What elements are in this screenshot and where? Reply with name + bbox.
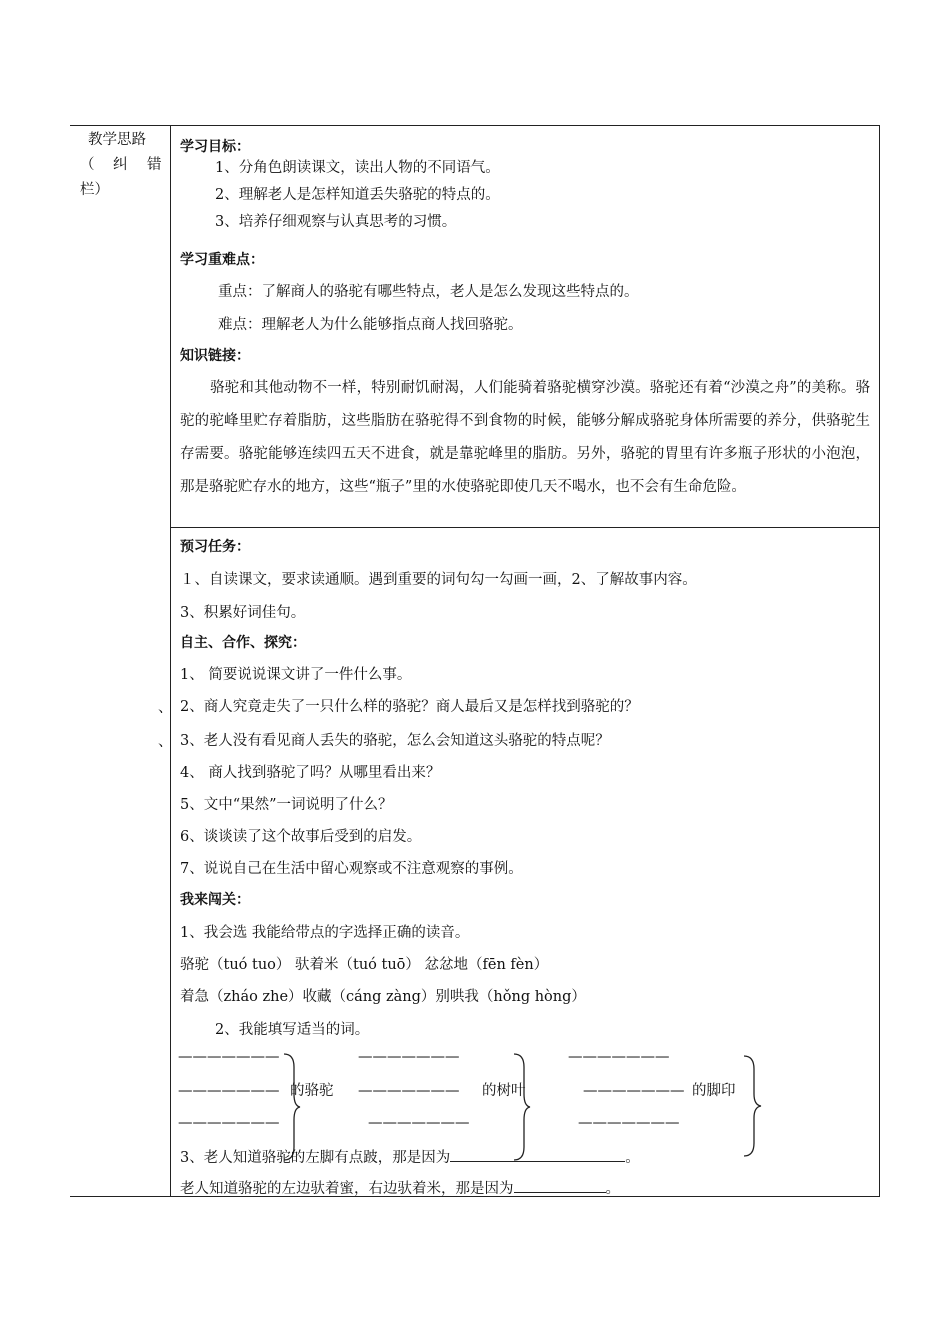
answer-blank-b[interactable] — [514, 1177, 606, 1193]
table-top-border — [70, 125, 880, 126]
answer-blank-a[interactable] — [450, 1146, 625, 1162]
side-mark-2: 、 — [158, 734, 173, 750]
goals-title: 学习目标： — [180, 139, 250, 155]
side-label-line1: 教学思路 — [88, 132, 146, 148]
question-item: 1、 简要说说课文讲了一件什么事。 — [180, 667, 412, 683]
word-leaf: 的树叶 — [482, 1083, 526, 1099]
question-item: 3、老人没有看见商人丢失的骆驼，怎么会知道这头骆驼的特点呢？ — [180, 733, 610, 749]
blank-dash[interactable]: ——————— — [568, 1049, 670, 1065]
task-3-question-a-text: 3、老人知道骆驼的左脚有点跛，那是因为 — [180, 1150, 451, 1166]
side-label-line2c: 错 — [147, 157, 162, 173]
side-label-line3: 栏） — [80, 182, 109, 198]
goal-item: 3、培养仔细观察与认真思考的习惯。 — [215, 214, 457, 230]
explore-title: 自主、合作、探究： — [180, 635, 306, 651]
blank-dash[interactable]: ——————— — [178, 1115, 280, 1131]
preview-task-1: １、自读课文，要求读通顺。遇到重要的词句勾一勾画一画，2、了解故事内容。 — [180, 572, 697, 588]
column-divider — [170, 125, 171, 1197]
question-item: 7、说说自己在生活中留心观察或不注意观察的事例。 — [180, 861, 523, 877]
preview-task-2: 3、积累好词佳句。 — [180, 605, 306, 621]
table-right-border — [879, 125, 880, 1197]
blank-dash[interactable]: ——————— — [178, 1083, 280, 1099]
question-item: 4、 商人找到骆驼了吗？从哪里看出来？ — [180, 765, 441, 781]
challenge-title: 我来闯关： — [180, 892, 250, 908]
question-item: 2、商人究竟走失了一只什么样的骆驼？商人最后又是怎样找到骆驼的？ — [180, 699, 639, 715]
blank-dash[interactable]: ——————— — [368, 1115, 470, 1131]
pinyin-row-1: 骆驼（tuó tuo） 驮着米（tuó tuō） 忿忿地（fēn fèn） — [180, 957, 549, 973]
difficult-point: 难点：理解老人为什么能够指点商人找回骆驼。 — [218, 317, 523, 333]
knowledge-link-title: 知识链接： — [180, 348, 250, 364]
key-point: 重点：了解商人的骆驼有哪些特点，老人是怎么发现这些特点的。 — [218, 284, 639, 300]
question-item: 5、文中“果然”一词说明了什么？ — [180, 797, 393, 813]
blank-dash[interactable]: ——————— — [578, 1115, 680, 1131]
task-1-instruction: 1、我会选 我能给带点的字选择正确的读音。 — [180, 925, 470, 941]
goal-item: 2、理解老人是怎样知道丢失骆驼的特点的。 — [215, 187, 500, 203]
goal-item: 1、分角色朗读课文，读出人物的不同语气。 — [215, 160, 500, 176]
pinyin-row-2: 着急（zháo zhe）收藏（cáng zàng）别哄我（hǒng hòng） — [180, 989, 586, 1005]
blank-dash[interactable]: ——————— — [178, 1049, 280, 1065]
task-3-question-b — [180, 1177, 620, 1199]
blank-dash[interactable]: ——————— — [358, 1083, 460, 1099]
right-brace-3 — [742, 1054, 764, 1158]
preview-title: 预习任务： — [180, 539, 250, 555]
side-label-line2a: （ — [80, 157, 95, 173]
question-item: 6、谈谈读了这个故事后受到的启发。 — [180, 829, 422, 845]
task-2-instruction: 2、我能填写适当的词。 — [215, 1022, 370, 1038]
task-3-question-a — [180, 1146, 640, 1168]
task-3-question-a-end: 。 — [625, 1150, 640, 1166]
row-divider — [170, 527, 880, 528]
blank-dash[interactable]: ——————— — [583, 1083, 685, 1099]
side-label-line2b: 纠 — [113, 157, 128, 173]
word-camel: 的骆驼 — [290, 1083, 334, 1099]
blank-dash[interactable]: ——————— — [358, 1049, 460, 1065]
word-footprint: 的脚印 — [692, 1083, 736, 1099]
task-3-question-b-text: 老人知道骆驼的左边驮着蜜，右边驮着米，那是因为 — [180, 1181, 514, 1197]
knowledge-link-paragraph: 骆驼和其他动物不一样，特别耐饥耐渴，人们能骑着骆驼横穿沙漠。骆驼还有着“沙漠之舟”的美称。骆驼的驼峰里贮存着脂肪，这些脂肪在骆驼得不到食物的时候，能够分解成骆驼身体所需要的养分，供骆驼生存需要。骆驼能够连续四五天不进食，就是靠驼峰里的脂肪。另外，骆驼的胃里有许多瓶子形状的小泡泡，那是骆驼贮存水的地方，这些“瓶子”里的水使骆驼即使几天不喝水，也不会有生命危险。 — [180, 380, 870, 495]
key-points-title: 学习重难点： — [180, 252, 264, 268]
side-mark-1: 、 — [158, 700, 173, 716]
task-3-question-b-end: 。 — [605, 1181, 620, 1197]
